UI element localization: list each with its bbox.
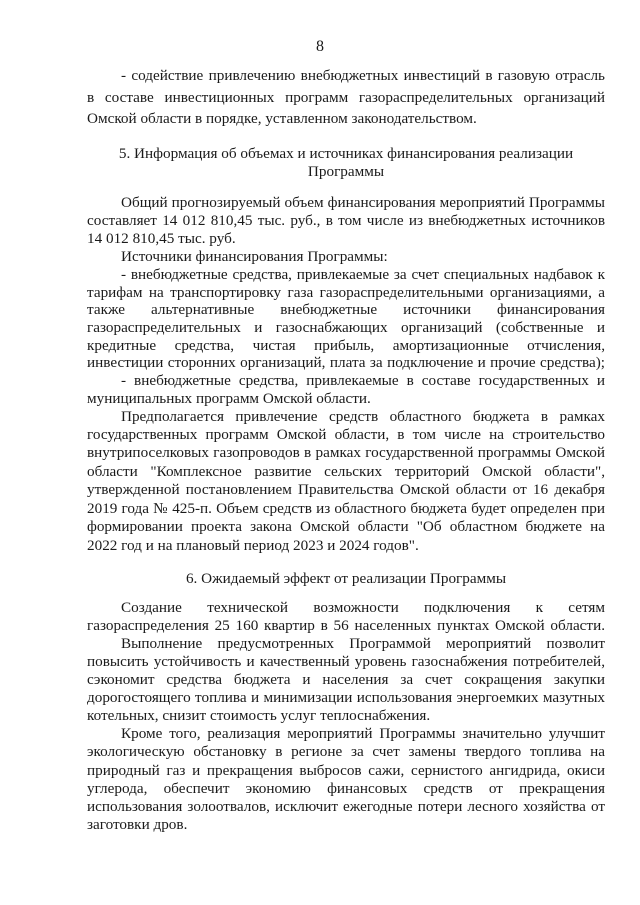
- text-line: Предполагается привлечение средств областного бюджета в рамках: [121, 408, 605, 425]
- text-line: Общий прогнозируемый объем финансирования мероприятий Программы: [121, 194, 605, 211]
- text-line: Создание технической возможности подключения к сетям: [121, 599, 605, 616]
- text-line: Выполнение предусмотренных Программой мероприятий позволит: [121, 635, 605, 652]
- text-line: газораспределительных и газоснабжающих организаций (собственные и: [87, 319, 605, 336]
- section-heading-line: 6. Ожидаемый эффект от реализации Программы: [185, 570, 507, 587]
- text-line: инвестиции сторонних организаций, плата за подключение и прочие средства);: [87, 354, 605, 371]
- text-line: муниципальных программ Омской области.: [87, 390, 371, 407]
- text-line: Источники финансирования Программы:: [121, 248, 388, 265]
- text-line: котельных, снизит стоимость услуг теплоснабжения.: [87, 707, 431, 724]
- text-line: - внебюджетные средства, привлекаемые в составе государственных и: [121, 372, 605, 389]
- text-line: дорогостоящего топлива и минимизации использования энергоемких мазутных: [87, 689, 605, 706]
- text-line: также альтернативные внебюджетные источники финансирования: [87, 301, 605, 318]
- text-line: 14 012 810,45 тыс. руб.: [87, 230, 236, 247]
- text-line: сэкономит средства бюджета и населения за счет сокращения закупки: [87, 671, 605, 688]
- page-number: 8: [316, 38, 324, 55]
- text-line: углерода, обеспечит экономию финансовых средств от прекращения: [87, 780, 605, 797]
- section-heading-line: 5. Информация об объемах и источниках финансирования реализации: [118, 145, 574, 162]
- text-line: заготовки дров.: [87, 816, 188, 833]
- text-line: газораспределения 25 160 квартир в 56 населенных пунктах Омской области.: [87, 617, 605, 634]
- text-line: - внебюджетные средства, привлекаемые за счет специальных надбавок к: [121, 266, 605, 283]
- section-heading-line: Программы: [307, 163, 385, 180]
- text-line: природный газ и прекращения выбросов сажи, сернистого ангидрида, окиси: [87, 762, 605, 779]
- text-line: экологическую обстановку в регионе за счет замены твердого топлива на: [87, 743, 605, 760]
- text-line: 2022 год и на плановый период 2023 и 2024 годов".: [87, 537, 419, 554]
- text-line: государственных программ Омской области, в том числе на строительство: [87, 426, 605, 443]
- text-line: кредитные средства, чистая прибыль, амортизационные отчисления,: [87, 337, 605, 354]
- text-line: в составе инвестиционных программ газораспределительных организаций: [87, 89, 605, 106]
- text-line: Омской области в порядке, уставленном законодательством.: [87, 110, 477, 127]
- text-line: внутрипоселковых газопроводов в рамках государственной программы Омской: [87, 444, 605, 461]
- text-line: повысить устойчивость и качественный уровень газоснабжения потребителей,: [87, 653, 605, 670]
- text-line: области "Комплексное развитие сельских территорий Омской области",: [87, 463, 605, 480]
- text-line: составляет 14 012 810,45 тыс. руб., в том числе из внебюджетных источников: [87, 212, 605, 229]
- text-line: формировании проекта закона Омской области "Об областном бюджете на: [87, 518, 605, 535]
- text-line: утвержденной постановлением Правительства Омской области от 16 декабря: [87, 481, 605, 498]
- text-line: использования золоотвалов, исключит ежегодные потери лесного хозяйства от: [87, 798, 605, 815]
- text-line: 2019 года № 425-п. Объем средств из областного бюджета будет определен при: [87, 500, 605, 517]
- text-line: - содействие привлечению внебюджетных инвестиций в газовую отрасль: [121, 67, 605, 84]
- text-line: тарифам на транспортировку газа газораспределительными организациями, а: [87, 284, 605, 301]
- text-line: Кроме того, реализация мероприятий Программы значительно улучшит: [121, 725, 605, 742]
